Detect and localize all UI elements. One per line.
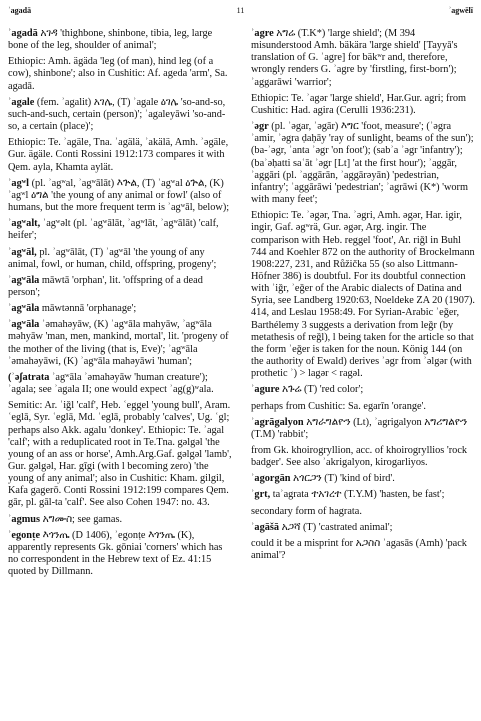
entry-agure-origin: perhaps from Cushitic: Sa. egarīn 'orange'. xyxy=(251,400,426,412)
entry-agwal: ʾagʷāl, pl. ʾagʷālāt, (T) ʾagʷāl 'the young of any animal, fowl, or human, child, offspring, progeny'; xyxy=(8,246,217,270)
page-number: 11 xyxy=(236,6,245,15)
entry-agale: ʾagale (fem. ʾagalit) አገሌ, (T) ʾagale ዕገሌ 'so-and-so, such-and-such, certain (person)'; ʾagaleyāwi 'so-and-so, a certain (place)'; xyxy=(8,96,228,133)
right-column xyxy=(251,28,478,566)
entry-agale-ethiopic: Ethiopic: Te. ʾagäle, Tna. ʾagälä, ʾakälä, Amh. ʾəgäle, Gur. ägäle. Conti Rossini 1912:173 compares it with Qem. ayla, Khamta aylät. xyxy=(8,137,231,173)
entry-grt: ʾgrt, taʾagrata ተአገረተ (T.Y.M) 'hasten, be fast'; xyxy=(251,489,445,501)
entry-egonte: ʾegonṭe እጎንጤ (D 1406), ʾegonṭe እጎንጤ (K), apparently represents Gk. gōniai 'corners' which has no correspondent in the Hebrew text of Ez. 41:15 quoted by Dillmann. xyxy=(8,529,226,578)
entry-grt-secondary: secondary form of hagrata. xyxy=(251,505,362,517)
entry-agr-ethiopic: Ethiopic: Te. ʾəgər, Tna. ʾəgri, Amh. əgər, Har. igir, ingir, Gaf. əgʷrä, Gur. əgər, Arg. ingir. The comparison with Heb. reggel 'foot', Ar. riǧl in Buhl 744 and Koehler 872 on the authority of Brockelmann 1908:227, 231, and Růžička 55 (so also Littmann-Höfner 386) is doubtful. For its doubtful connection with ʾiǧr, ʾeǧer of the Arabic dialects of Datina and Syria, see Landberg 1920:63, Noeldeke ZA 20 (1907). 414, and Leslau 1958:49. For Syrian-Arabic ʾeǧer, Barthélemy 3 suggests a derivation from leǧr (by metathesis of reǧl), l being taken for the article so that the form ʾeǧer is taken for the noun. König 144 (on the authority of Ewald) derives ʾəgr from ʾəlgər (with prothetic ʾ) > lagər < ragəl. xyxy=(251,210,478,380)
entry-agada: ʾagadā አገዳ 'thighbone, shinbone, tibia, leg, large bone of the leg, shoulder of animal'; xyxy=(8,28,215,52)
entry-asatrata: (ʾəʃatrata ʾagʷāla ʾəmahəyāw 'human creature'); ʾagala; see ʾagala II; one would expect ʾag(g)ʷala. xyxy=(8,371,214,396)
entry-agure: ʾagure አጉሬ (T) 'red color'; xyxy=(251,384,364,396)
entry-agasa: ʾagāšā አጋሻ (T) 'castrated animal'; xyxy=(251,521,393,533)
running-header xyxy=(8,6,473,18)
entry-agwl-semitic: Semitic: Ar. ʿiǧl 'calf', Heb. ʿeggel 'young bull', Aram. ʿeglā, Syr. ʿeglā, Md. ʿeglā, probably 'calves', Ug. ʿgl; perhaps also Akk. agalu 'donkey'. Ethiopic: Te. ʾagal 'calf'; with a reduplicated root in Te.Tna. gəlgəl 'the young of an ass or horse', Amh.Arg.Gaf. gəlgəl 'lamb', Gur. gəlgəl, Har. gīgi (with l becoming zero) 'the young of any animal'; also in Cushitic: Kham. gilgil, Kafa gagerō. Conti Rossini 1912:199 compares Qem. gār, pl. gāl-ta 'calf'. See also Cohen 1947: no. 43. xyxy=(8,400,235,509)
header-right-guideword: ʾagwēlī xyxy=(448,6,473,15)
left-column xyxy=(8,28,235,582)
entry-agwl: ʾagʷl (pl. ʾagʷal, ʾagʷālāt) እጕል, (T) ʾagʷal ዕጕል, (K) ʾagʷl ዕግል 'the young of any animal or fowl' (also of humans, but the more frequent term is ʾagʷāl, below); xyxy=(8,177,230,214)
entry-agwala-mawta: ʾagʷāla māwtā 'orphan', lit. 'offspring of a dead person'; xyxy=(8,274,206,298)
entry-agragalyon: ʾagrāgalyon አግራግልዮን (Lt), ʾagrigalyon አግሪግልዮን (T.M) 'rabbit'; xyxy=(251,416,470,440)
entry-agasa-note: could it be a misprint for አጋስስ ʾagasās (Amh) 'pack animal'? xyxy=(251,537,470,562)
entry-agada-ethiopic: Ethiopic: Amh. ägäda 'leg (of man), hind leg (of a cow), shinbone'; also in Cushitic: Af. ageda 'arm', Sa. agadā. xyxy=(8,56,231,92)
entry-agwala-mawtanna: ʾagʷāla māwtənnā 'orphanage'; xyxy=(8,303,137,315)
entry-agwala-amahayaw: ʾagʷāla ʾəmahəyāw, (K) ʾagʷāla mahyāw, ʾagʷāla məhyāw 'man, men, mankind, mortal', lit. 'progeny of the mother of the living (that is, Eve)'; ʾagʷāla ʾəmahəyāwi, (K) ʾagʷāla mahəyāwi 'human'; xyxy=(8,319,232,367)
entry-agre-ethiopic: Ethiopic: Te. ʾagər 'large shield', Har.Gur. agri; from Cushitic: Had. agira (Cerulli 1936:231). xyxy=(251,92,469,116)
entry-agorgan: ʾagorgān አጎርጋን (T) 'kind of bird'. xyxy=(251,473,395,485)
header-left-guideword: ʾagadā xyxy=(8,6,32,15)
entry-agmus: ʾagmus አግሙስ; see gamas. xyxy=(8,513,123,525)
entry-agre: ʾagre አግሬ (T.K*) 'large shield'; (M 394 misunderstood Amh. bäkära 'large shield' [Tayyā's translation of G. ʾagre] for bäkʷr and, therefore, wrongly renders G. ʾagre by 'firstling, first-born'); ʾaggarāwi 'warrior'; xyxy=(251,28,461,88)
entry-agr: ʾəgr (pl. ʾəgar, ʾəgār) እግር 'foot, measure'; (ʾəgra ʾamir, ʾəgra ḍaḥāy 'ray of sunlight, beams of the sun'); (ba-ʾəgr, ʾanta ʾəgr 'on foot'); (sabʾa ʾəgr 'infantry'); (baʾəḥatti saʿāt ʾəgr [Lt] 'at the first hour'); ʾaggār, ʾaggāri (pl. ʾaggārān, ʾaggārəyān) 'pedestrian, infantry'; ʾaggārāwi 'pedestrian'; ʾagrāwi (K*) 'worm with many feet'; xyxy=(251,121,477,206)
entry-agwalt: ʾagʷalt, ʾagʷəlt (pl. ʾagʷālāt, ʾagʷlāt, ʾagʷālāt) 'calf, heifer'; xyxy=(8,218,222,242)
entry-agragalyon-origin: from Gk. khoirogryllion, acc. of khoirogryllios 'rock badger'. See also ʾakrigalyon, kirogarliyos. xyxy=(251,445,470,469)
